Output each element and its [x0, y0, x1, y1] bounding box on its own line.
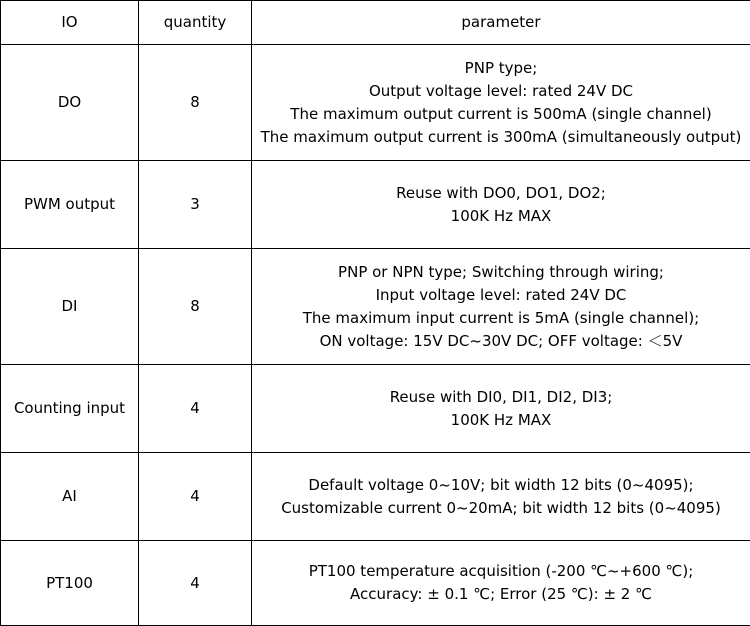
io-cell: DO	[1, 45, 139, 161]
parameter-line: Input voltage level: rated 24V DC	[254, 284, 748, 307]
parameter-line: PNP or NPN type; Switching through wiring;	[254, 261, 748, 284]
table-row	[1, 249, 750, 365]
table-row	[1, 453, 750, 541]
io-cell: PWM output	[1, 161, 139, 249]
quantity-cell: 8	[139, 45, 252, 161]
parameter-cell	[252, 453, 750, 541]
parameter-line: 100K Hz MAX	[254, 205, 748, 228]
quantity-cell: 4	[139, 365, 252, 453]
parameter-cell	[252, 365, 750, 453]
parameter-line: Reuse with DO0, DO1, DO2;	[254, 182, 748, 205]
parameter-cell	[252, 541, 750, 626]
io-cell: AI	[1, 453, 139, 541]
io-cell: Counting input	[1, 365, 139, 453]
parameter-cell	[252, 249, 750, 365]
table-row	[1, 45, 750, 161]
parameter-line: PNP type;	[254, 57, 748, 80]
parameter-line: Output voltage level: rated 24V DC	[254, 80, 748, 103]
table-header-row	[1, 1, 750, 45]
table-row	[1, 365, 750, 453]
io-cell: PT100	[1, 541, 139, 626]
parameter-line: 100K Hz MAX	[254, 409, 748, 432]
io-cell: DI	[1, 249, 139, 365]
parameter-cell	[252, 45, 750, 161]
parameter-cell	[252, 161, 750, 249]
parameter-line: The maximum input current is 5mA (single channel);	[254, 307, 748, 330]
parameter-line: Accuracy: ± 0.1 ℃; Error (25 ℃): ± 2 ℃	[254, 583, 748, 606]
header-parameter: parameter	[252, 1, 750, 45]
quantity-cell: 8	[139, 249, 252, 365]
parameter-line: PT100 temperature acquisition (-200 ℃~+600 ℃);	[254, 560, 748, 583]
parameter-line: Customizable current 0~20mA; bit width 12 bits (0~4095)	[254, 497, 748, 520]
parameter-line: ON voltage: 15V DC~30V DC; OFF voltage: ＜5V	[254, 330, 748, 353]
quantity-cell: 4	[139, 541, 252, 626]
parameter-line: Reuse with DI0, DI1, DI2, DI3;	[254, 386, 748, 409]
quantity-cell: 3	[139, 161, 252, 249]
header-io: IO	[1, 1, 139, 45]
parameter-line: The maximum output current is 500mA (single channel)	[254, 103, 748, 126]
parameter-line: The maximum output current is 300mA (simultaneously output)	[254, 126, 748, 149]
table-row	[1, 541, 750, 626]
parameter-line: Default voltage 0~10V; bit width 12 bits (0~4095);	[254, 474, 748, 497]
header-quantity: quantity	[139, 1, 252, 45]
table-row	[1, 161, 750, 249]
quantity-cell: 4	[139, 453, 252, 541]
